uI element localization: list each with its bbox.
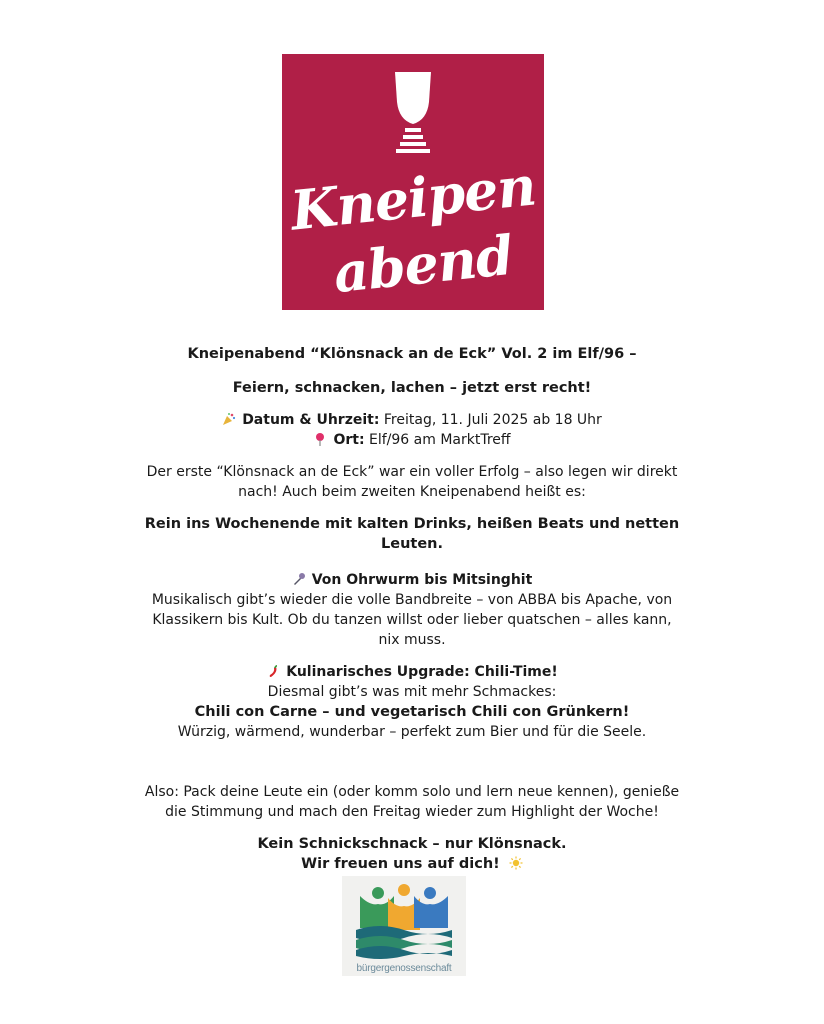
food-line1: Diesmal gibt’s was mit mehr Schmackes: (267, 684, 557, 700)
chili-pepper-icon (266, 664, 280, 678)
music-heading: Von Ohrwurm bis Mitsinghit (311, 572, 533, 588)
event-description (140, 344, 684, 874)
logo-word-abend: abend (330, 222, 516, 306)
date-label: Datum & Uhrzeit: (242, 412, 380, 428)
food-heading: Kulinarisches Upgrade: Chili-Time! (286, 664, 558, 680)
date-line (140, 410, 684, 430)
buergergenossenschaft-logo (342, 876, 466, 976)
sun-icon (509, 856, 523, 870)
place-line (140, 430, 684, 450)
closing-line1: Kein Schnickschnack – nur Klönsnack. (257, 836, 567, 852)
food-line3: Würzig, wärmend, wunderbar – perfekt zum Bier und für die Seele. (177, 724, 647, 740)
logo-word-kneipen: Kneipen (287, 153, 539, 243)
closing-text: Also: Pack deine Leute ein (oder komm solo und lern neue kennen), genieße die Stimmung und mach den Freitag wieder zum Highlight der Woche! (144, 784, 680, 820)
kneipenabend-logo (282, 54, 544, 310)
pushpin-icon (313, 432, 327, 446)
intro-highlight: Rein ins Wochenende mit kalten Drinks, heißen Beats und netten Leuten. (144, 516, 680, 552)
music-text: Musikalisch gibt’s wieder die volle Bandbreite – von ABBA bis Apache, von Klassikern bis Kult. Ob du tanzen willst oder lieber quatschen – alles kann, nix muss. (151, 592, 673, 648)
microphone-icon (292, 572, 306, 586)
intro-text: Der erste “Klönsnack an de Eck” war ein voller Erfolg – also legen wir direkt nach! Auch beim zweiten Kneipenabend heißt es: (146, 464, 678, 500)
event-title-line1: Kneipenabend “Klönsnack an de Eck” Vol. 2 im Elf/96 – (187, 346, 637, 362)
closing-line2: Wir freuen uns auf dich! (301, 856, 500, 872)
food-heading-line (140, 662, 684, 682)
party-popper-icon (222, 412, 236, 426)
closing-line2-row (140, 854, 684, 874)
footer-logo-caption: bürgergenossenschaft (356, 963, 452, 974)
place-value: Elf/96 am MarktTreff (364, 432, 511, 448)
food-line2: Chili con Carne – und vegetarisch Chili con Grünkern! (194, 704, 630, 720)
place-label: Ort: (333, 432, 365, 448)
crowd-waves-icon (342, 876, 466, 962)
event-title-line2: Feiern, schnacken, lachen – jetzt erst recht! (232, 380, 592, 396)
music-heading-line (140, 570, 684, 590)
date-value: Freitag, 11. Juli 2025 ab 18 Uhr (379, 412, 602, 428)
